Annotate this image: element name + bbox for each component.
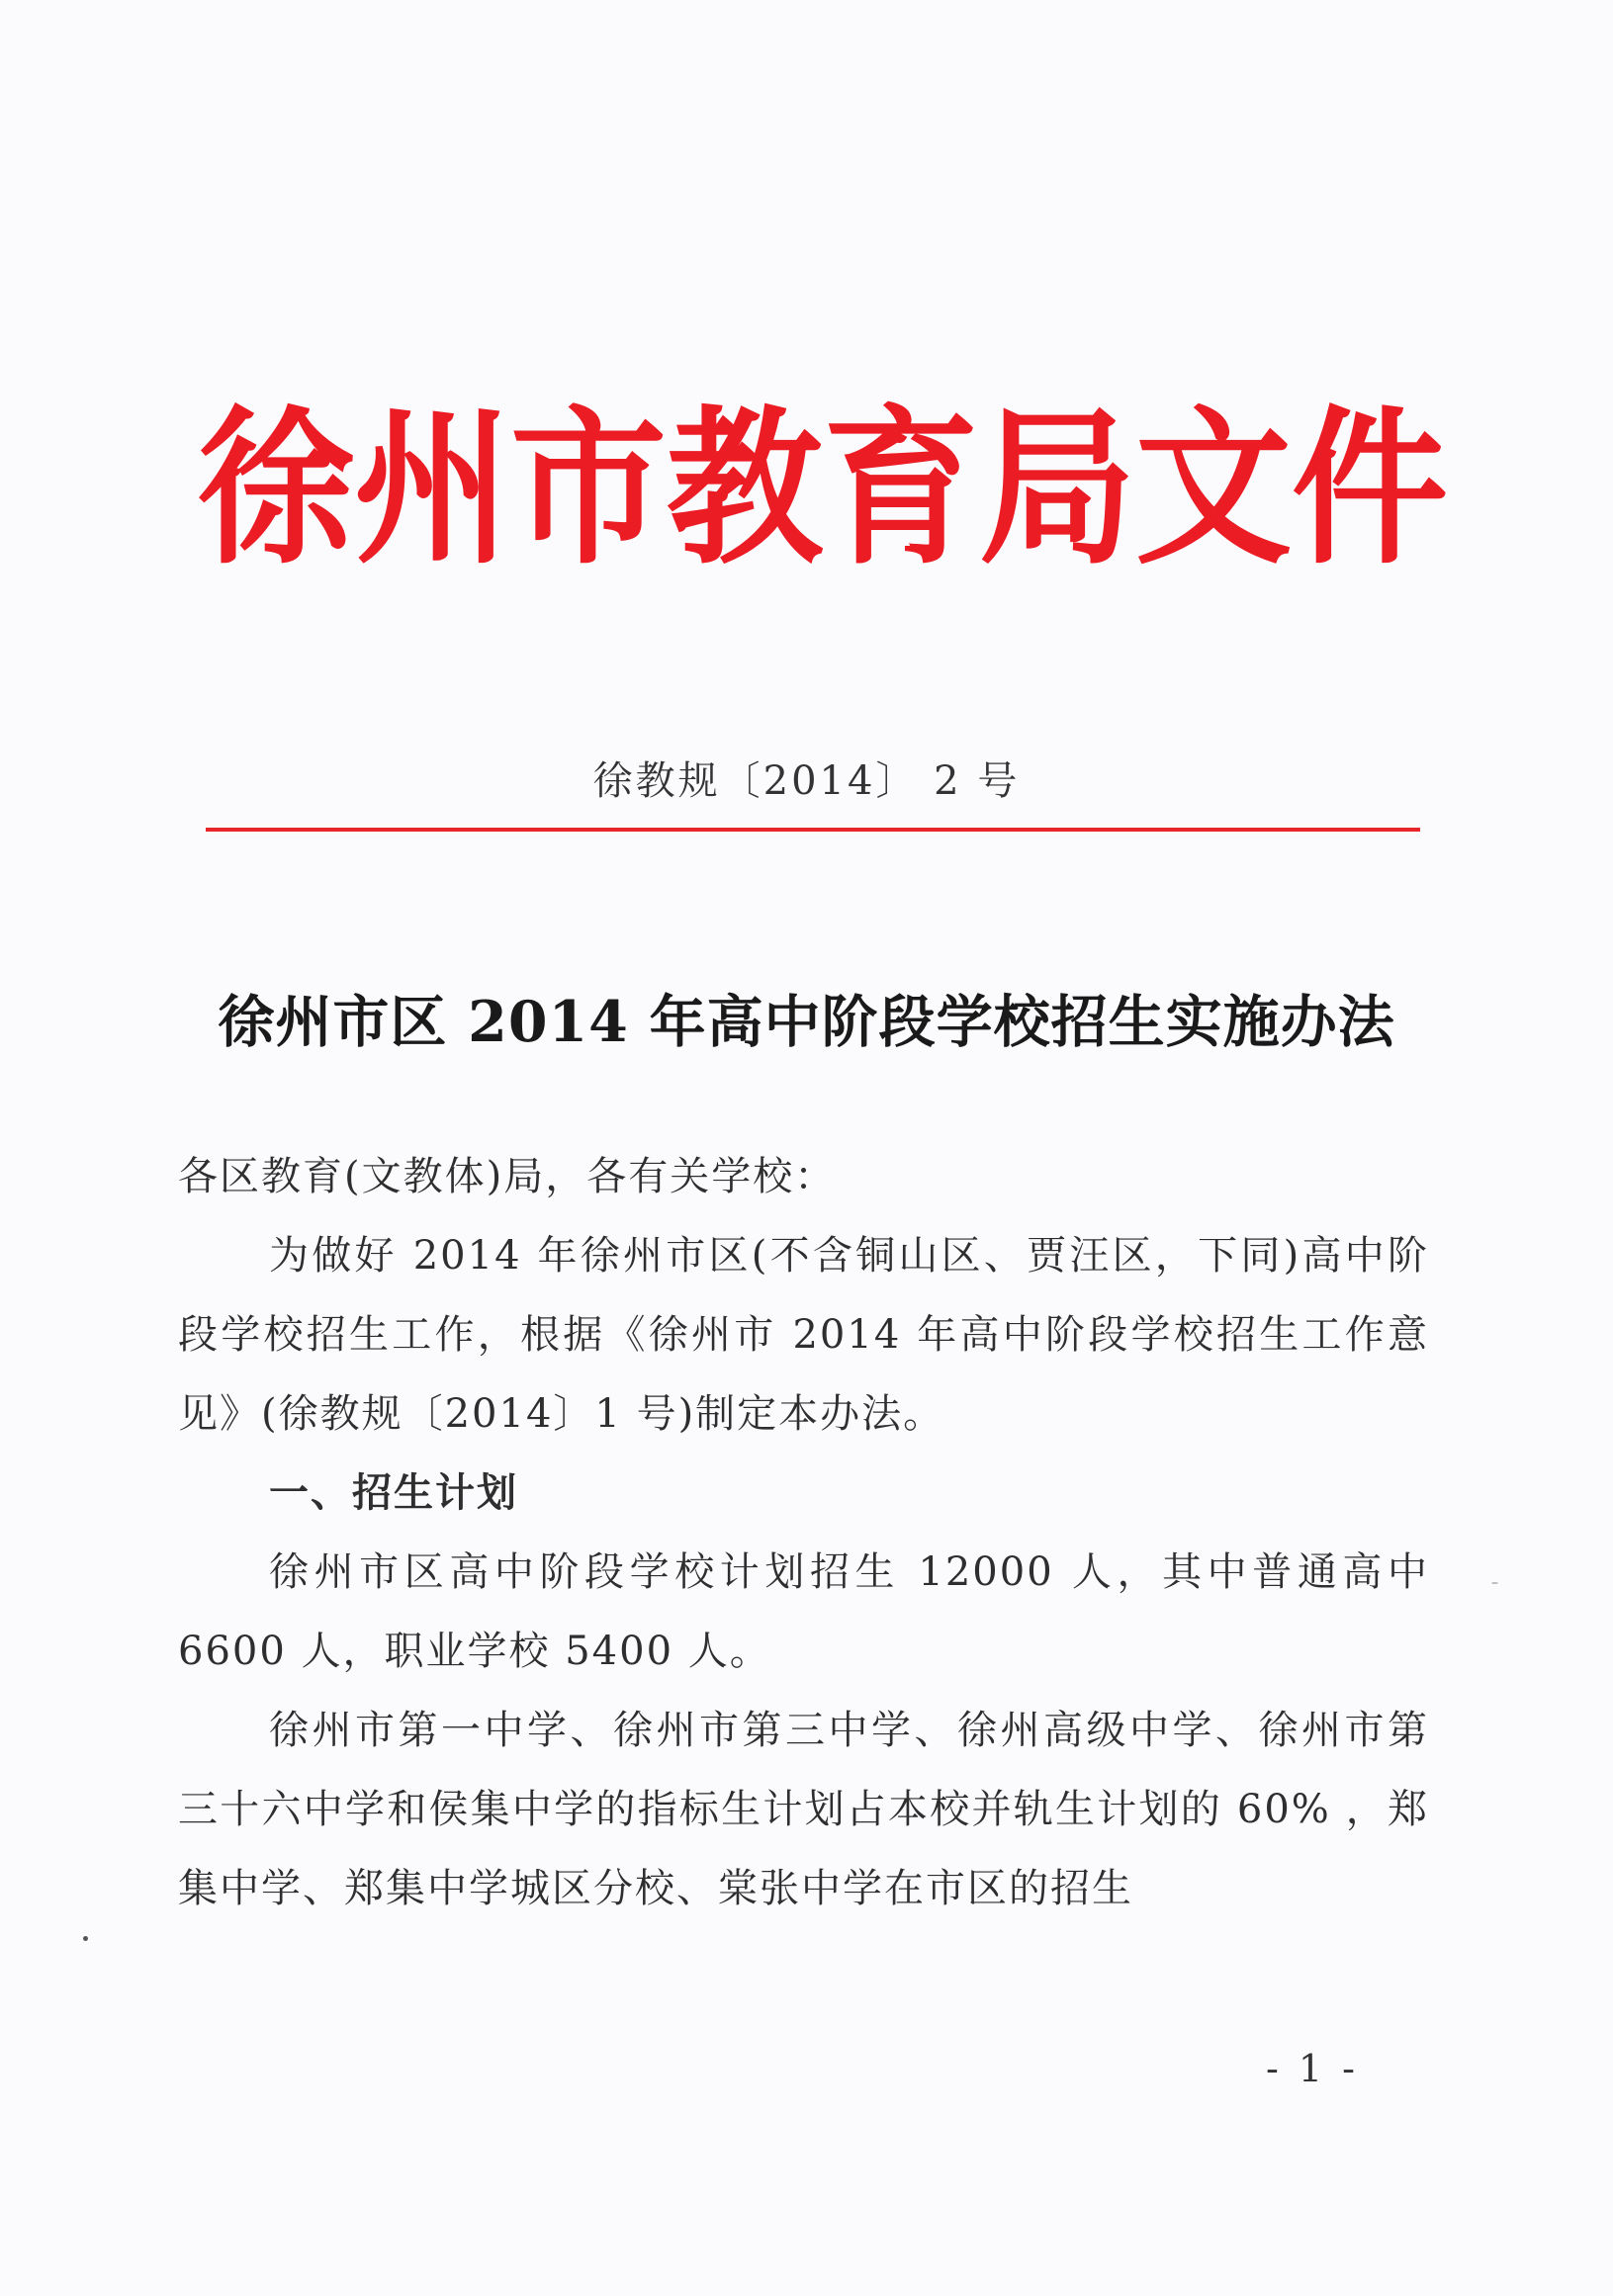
- masthead-char: 教: [667, 390, 823, 588]
- masthead-char: 市: [510, 390, 667, 588]
- scan-speck: [83, 1936, 88, 1941]
- masthead-char: 文: [1135, 390, 1292, 588]
- page-number: - 1 -: [1266, 2047, 1360, 2090]
- salutation: 各区教育(文教体)局，各有关学校：: [178, 1154, 837, 1199]
- intro-paragraph: 为做好 2014 年徐州市区(不含铜山区、贾汪区，下同)高中阶段学校招生工作，根据《徐州市 2014 年高中阶段学校招生工作意见》(徐教规〔2014〕1 号)制定本办法。: [178, 1233, 1429, 1437]
- masthead-char: 件: [1292, 390, 1448, 588]
- masthead-char: 育: [823, 390, 979, 588]
- masthead-char: 州: [354, 390, 510, 588]
- masthead-title: [198, 390, 1448, 588]
- quota-paragraph: 徐州市第一中学、徐州市第三中学、徐州高级中学、徐州市第三十六中学和侯集中学的指标生计划占本校并轨生计划的 60% ，郑集中学、郑集中学城区分校、棠张中学在市区的招生: [178, 1708, 1429, 1911]
- red-divider-line: [206, 828, 1420, 832]
- masthead-char: 局: [979, 390, 1135, 588]
- section-heading: 一、招生计划: [269, 1470, 518, 1516]
- body-text: [178, 1137, 1429, 1928]
- document-title: 徐州市区 2014 年高中阶段学校招生实施办法: [218, 989, 1395, 1055]
- document-number: 徐教规〔2014〕 2 号: [592, 758, 1021, 804]
- plan-paragraph: 徐州市区高中阶段学校计划招生 12000 人，其中普通高中 6600 人，职业学校 5400 人。: [178, 1549, 1429, 1674]
- scan-speck: [1491, 1582, 1498, 1584]
- masthead-char: 徐: [198, 390, 354, 588]
